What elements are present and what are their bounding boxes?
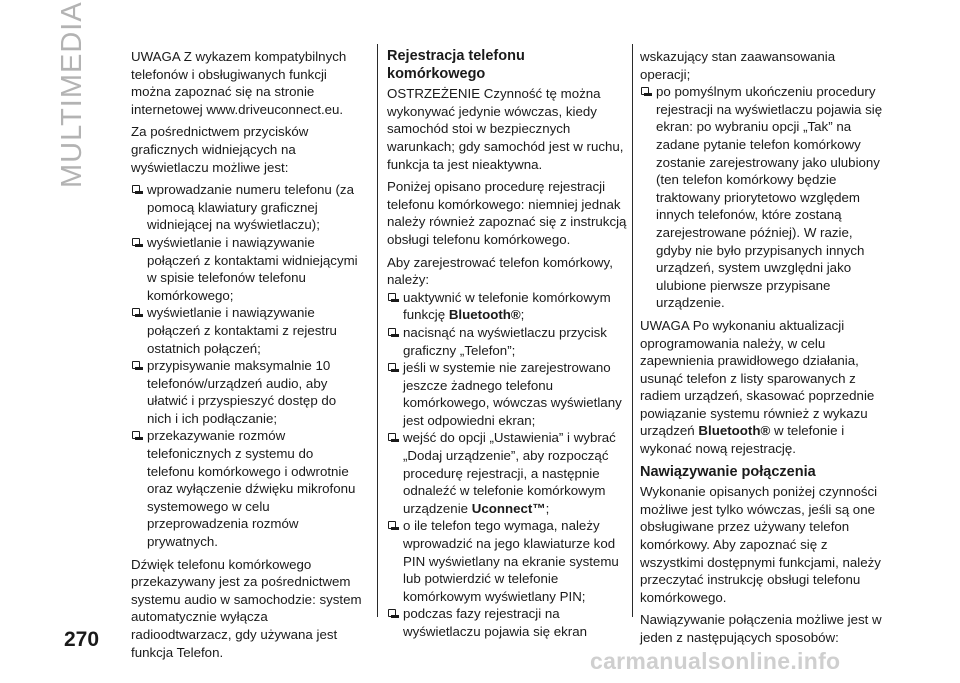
bullet-icon [388, 521, 396, 529]
bullet-icon [132, 308, 140, 316]
list-item: wyświetlanie i nawiązywanie połączeń z kontaktami widniejącymi w spisie telefonów telefonu komórkowego; [131, 234, 363, 304]
paragraph: Aby zarejestrować telefon komórkowy, należy: [387, 254, 613, 288]
list-item: wyświetlanie i nawiązywanie połączeń z kontaktami z rejestru ostatnich połączeń; [131, 304, 363, 357]
list-item: o ile telefon tego wymaga, należy wprowadzić na jego klawiaturze kod PIN wyświetlany na ekranie systemu lub potwierdzić w telefonie komórkowym wyświetlany PIN; [387, 517, 627, 605]
section-heading: Nawiązywanie połączenia [640, 463, 816, 480]
list-item: przypisywanie maksymalnie 10 telefonów/urządzeń audio, aby ułatwić i przyspieszyć dostęp do nich i ich podłączanie; [131, 357, 363, 427]
list-item: podczas fazy rejestracji na wyświetlaczu pojawia się ekran [387, 605, 627, 640]
bullet-icon [388, 609, 396, 617]
paragraph: Za pośrednictwem przycisków graficznych widniejących na wyświetlaczu możliwe jest: [131, 124, 309, 175]
paragraph: wskazujący stan zaawansowania operacji; [640, 49, 836, 82]
bullet-icon [132, 185, 140, 193]
bullet-icon [388, 293, 396, 301]
list-item: przekazywanie rozmów telefonicznych z systemu do telefonu komórkowego i odwrotnie oraz wyłączenie dźwięku mikrofonu systemowego w celu przeprowadzenia rozmów prywatnych. [131, 427, 363, 550]
list-item: wejść do opcji „Ustawienia” i wybrać „Dodaj urządzenie”, aby rozpocząć procedurę rejestracji, a następnie odnaleźć w telefonie komórkowym urządzenie Uconnect™; [387, 429, 627, 517]
list-item: wprowadzanie numeru telefonu (za pomocą klawiatury graficznej widniejącej na wyświetlaczu); [131, 181, 363, 234]
bullet-icon [132, 238, 140, 246]
paragraph: Poniżej opisano procedurę rejestracji telefonu komórkowego: niemniej jednak należy również zapoznać się z instrukcją obsługi telefonu komórkowego. [387, 179, 627, 247]
column-divider [377, 44, 378, 617]
column-2 [387, 48, 627, 641]
paragraph: Dźwięk telefonu komórkowego przekazywany jest za pośrednictwem systemu audio w samochodzie: system automatycznie wyłącza radioodtwarzacz, gdy używana jest funkcja Telefon. [131, 556, 362, 660]
bullet-icon [388, 328, 396, 336]
page-number: 270 [64, 628, 100, 651]
section-tab: MULTIMEDIA [56, 1, 88, 188]
paragraph: Wykonanie opisanych poniżej czynności możliwe jest tylko wówczas, jeśli są one obsługiwane przez używany telefon komórkowy. Aby zapoznać się z wszystkimi dostępnymi funkcjami, należy przeczytać instrukcję obsługi telefonu komórkowego. [640, 484, 881, 605]
list-item: po pomyślnym ukończeniu procedury rejestracji na wyświetlaczu pojawia się ekran: po wybraniu opcji „Tak” na zadane pytanie telefon komórkowy zostanie zarejestrowany jako ulubiony (ten telefon komórkowy będzie traktowany priorytetowo względem innych telefonów, które zostaną zarejestrowane później). W razie, gdyby nie było przypisanych innych urządzeń, system uwzględni jako ulubione pierwsze przypisane urządzenie. [640, 83, 885, 312]
list-item: nacisnąć na wyświetlaczu przycisk graficzny „Telefon”; [387, 324, 627, 359]
paragraph: Nawiązywanie połączenia możliwe jest w jeden z następujących sposobów: [640, 612, 882, 645]
list-item: jeśli w systemie nie zarejestrowano jeszcze żadnego telefonu komórkowego, wówczas wyświetlany jest odpowiedni ekran; [387, 359, 627, 429]
column-3 [640, 48, 885, 652]
section-heading: Rejestracja telefonu komórkowego [387, 48, 525, 82]
column-1 [131, 48, 363, 666]
bullet-icon [132, 431, 140, 439]
list-item: uaktywnić w telefonie komórkowym funkcję Bluetooth®; [387, 289, 627, 324]
bullet-icon [641, 87, 649, 95]
bullet-icon [388, 363, 396, 371]
note-paragraph: UWAGA Po wykonaniu aktualizacji oprogramowania należy, w celu zapewnienia prawidłowego działania, usunąć telefon z listy sparowanych z radiem urządzeń, skasować poprzednie powiązanie systemu również z wykazu urządzeń Bluetooth® w telefonie i wykonać nową rejestrację. [640, 317, 875, 457]
warning-paragraph: OSTRZEŻENIE Czynność tę można wykonywać jedynie wówczas, kiedy samochód stoi w bezpiecznych warunkach; gdy samochód jest w ruchu, funkcja ta jest nieaktywna. [387, 86, 624, 172]
bullet-icon [132, 361, 140, 369]
watermark: carmanualsonline.info [590, 648, 841, 674]
note-paragraph: UWAGA Z wykazem kompatybilnych telefonów i obsługiwanych funkcji można zapoznać się na stronie internetowej www.driveuconnect.eu. [131, 49, 347, 117]
column-divider [632, 44, 633, 617]
bullet-icon [388, 433, 396, 441]
